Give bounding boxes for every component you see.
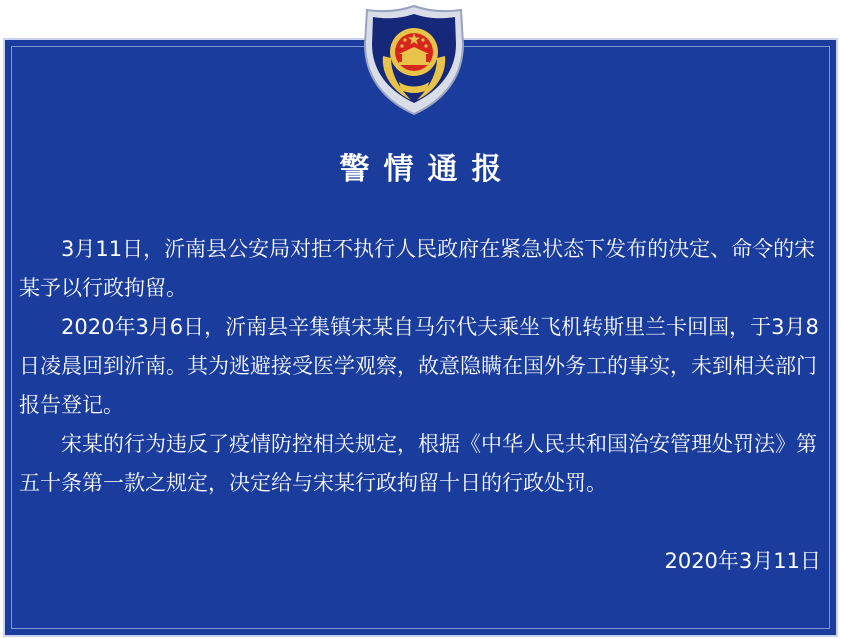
paragraph: 2020年3月6日，沂南县辛集镇宋某自马尔代夫乘坐飞机转斯里兰卡回国，于3月8日凌晨回到沂南。其为逃避接受医学观察，故意隐瞒在国外务工的事实，未到相关部门报告登记。 — [19, 315, 819, 417]
paragraph: 3月11日，沂南县公安局对拒不执行人民政府在紧急状态下发布的决定、命令的宋某予以行政拘留。 — [19, 237, 816, 300]
notice-date: 2020年3月11日 — [664, 549, 821, 573]
notice-body — [19, 230, 819, 503]
police-emblem-icon — [361, 4, 467, 118]
paragraph: 宋某的行为违反了疫情防控相关规定，根据《中华人民共和国治安管理处罚法》第五十条第一款之规定，决定给与宋某行政拘留十日的行政处罚。 — [19, 432, 817, 495]
notice-title: 警情通报 — [339, 152, 516, 187]
